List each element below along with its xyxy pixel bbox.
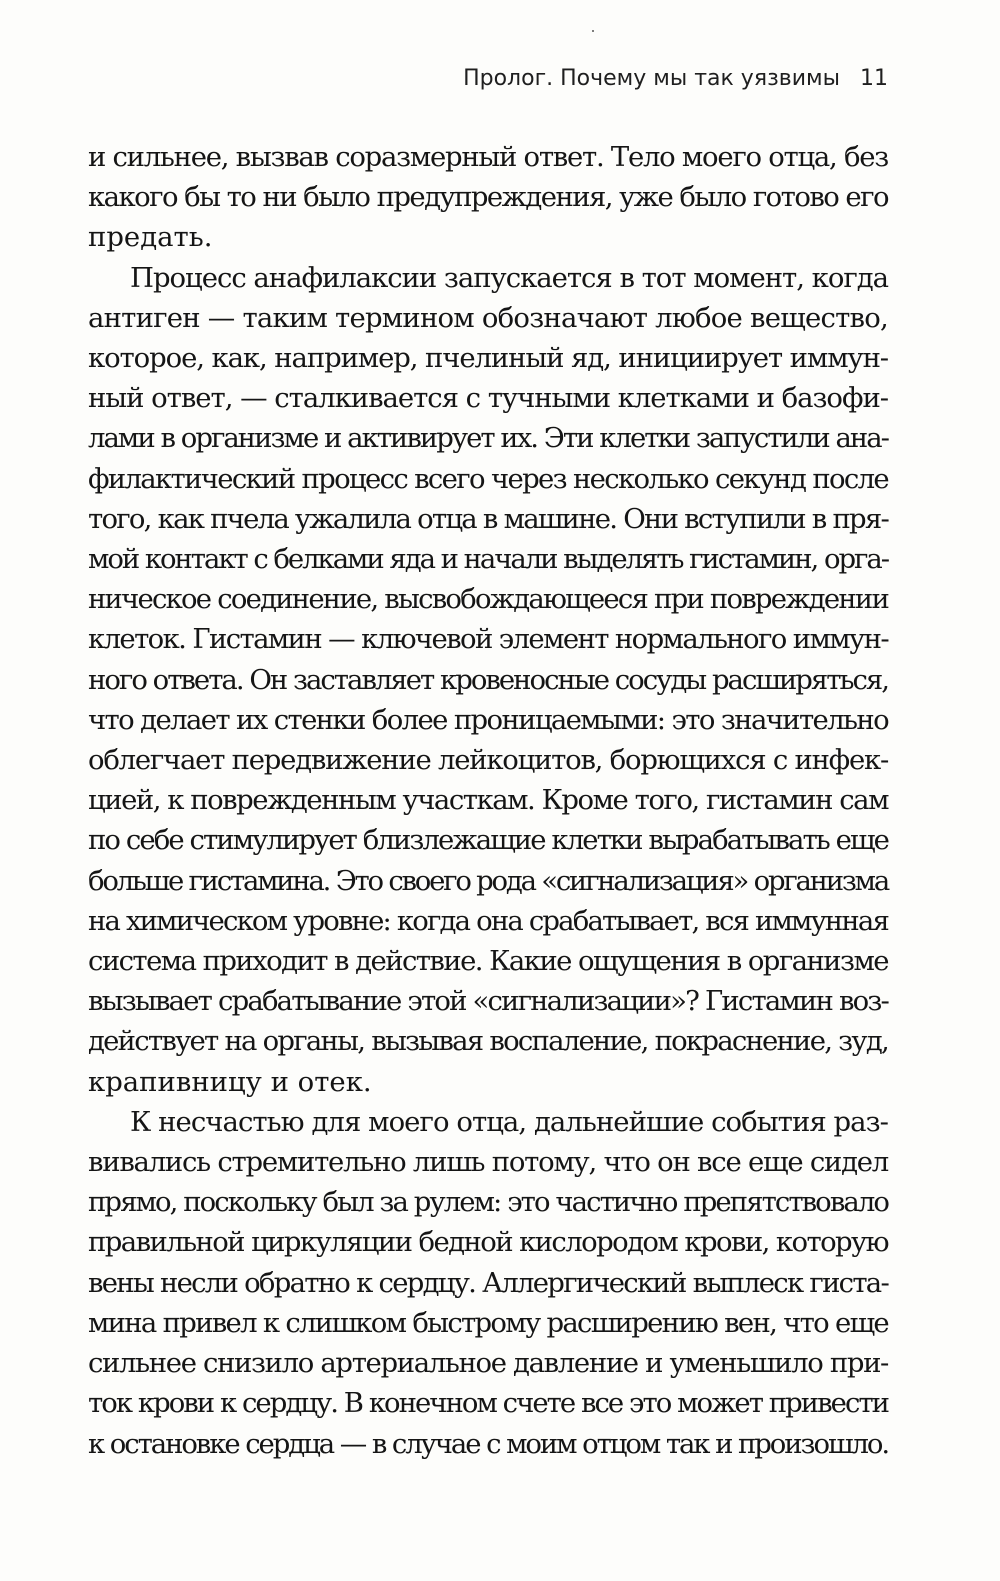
text-line: крапивницу и отек. bbox=[88, 1065, 372, 1098]
text-line: которое, как, например, пчелиный яд, инициирует иммун- bbox=[88, 342, 888, 375]
text-line: ток крови к сердцу. В конечном счете все это может привести bbox=[88, 1387, 888, 1420]
running-header bbox=[463, 66, 888, 91]
text-line: ного ответа. Он заставляет кровеносные сосуды расширяться, bbox=[88, 663, 888, 696]
text-line: облегчает передвижение лейкоцитов, борющихся с инфек- bbox=[88, 744, 888, 777]
text-line: К несчастью для моего отца, дальнейшие события раз- bbox=[130, 1105, 888, 1138]
paragraph-2 bbox=[88, 258, 888, 1102]
text-line: ническое соединение, высвобождающееся при повреждении bbox=[88, 583, 888, 616]
text-line: вызывает срабатывание этой «сигнализации»? Гистамин воз- bbox=[88, 985, 888, 1018]
text-line: что делает их стенки более проницаемыми: это значительно bbox=[88, 703, 888, 736]
body-text bbox=[88, 137, 888, 1464]
text-line: того, как пчела ужалила отца в машине. Они вступили в пря- bbox=[88, 502, 888, 535]
text-line: цией, к поврежденным участкам. Кроме того, гистамин сам bbox=[88, 784, 888, 817]
text-line: какого бы то ни было предупреждения, уже было готово его bbox=[88, 181, 888, 214]
paragraph-3 bbox=[88, 1102, 888, 1464]
text-line: Процесс анафилаксии запускается в тот момент, когда bbox=[130, 261, 888, 294]
text-line: вены несли обратно к сердцу. Аллергический выплеск гиста- bbox=[88, 1266, 888, 1299]
text-line: мина привел к слишком быстрому расширению вен, что еще bbox=[88, 1306, 888, 1339]
text-line: по себе стимулирует близлежащие клетки вырабатывать еще bbox=[88, 824, 888, 857]
text-line: вивались стремительно лишь потому, что он все еще сидел bbox=[88, 1146, 889, 1179]
text-line: прямо, поскольку был за рулем: это частично препятствовало bbox=[88, 1186, 888, 1219]
text-line: действует на органы, вызывая воспаление, покраснение, зуд, bbox=[88, 1025, 888, 1058]
page-number: 11 bbox=[860, 66, 888, 91]
text-line: лами в организме и активирует их. Эти клетки запустили ана- bbox=[88, 422, 888, 455]
text-line: правильной циркуляции бедной кислородом крови, которую bbox=[88, 1226, 888, 1259]
text-line: к остановке сердца — в случае с моим отцом так и произошло. bbox=[88, 1427, 888, 1460]
text-line: на химическом уровне: когда она срабатывает, вся иммунная bbox=[88, 904, 888, 937]
text-line: антиген — таким термином обозначают любое вещество, bbox=[88, 301, 888, 334]
text-line: клеток. Гистамин — ключевой элемент нормального иммун- bbox=[88, 623, 888, 656]
chapter-title: Пролог. Почему мы так уязвимы bbox=[463, 66, 840, 91]
text-line: филактический процесс всего через несколько секунд после bbox=[88, 462, 888, 495]
text-line: и сильнее, вызвав соразмерный ответ. Тело моего отца, без bbox=[88, 141, 888, 173]
text-line: система приходит в действие. Какие ощущения в организме bbox=[88, 945, 888, 978]
text-line: сильнее снизило артериальное давление и уменьшило при- bbox=[88, 1347, 888, 1380]
text-line: ный ответ, — сталкивается с тучными клетками и базофи- bbox=[88, 382, 888, 415]
text-line: больше гистамина. Это своего рода «сигнализация» организма bbox=[88, 864, 888, 897]
speck-mark bbox=[592, 30, 594, 32]
paragraph-1 bbox=[88, 137, 888, 258]
text-line: предать. bbox=[88, 221, 213, 254]
text-line: мой контакт с белками яда и начали выделять гистамин, орга- bbox=[88, 543, 888, 576]
